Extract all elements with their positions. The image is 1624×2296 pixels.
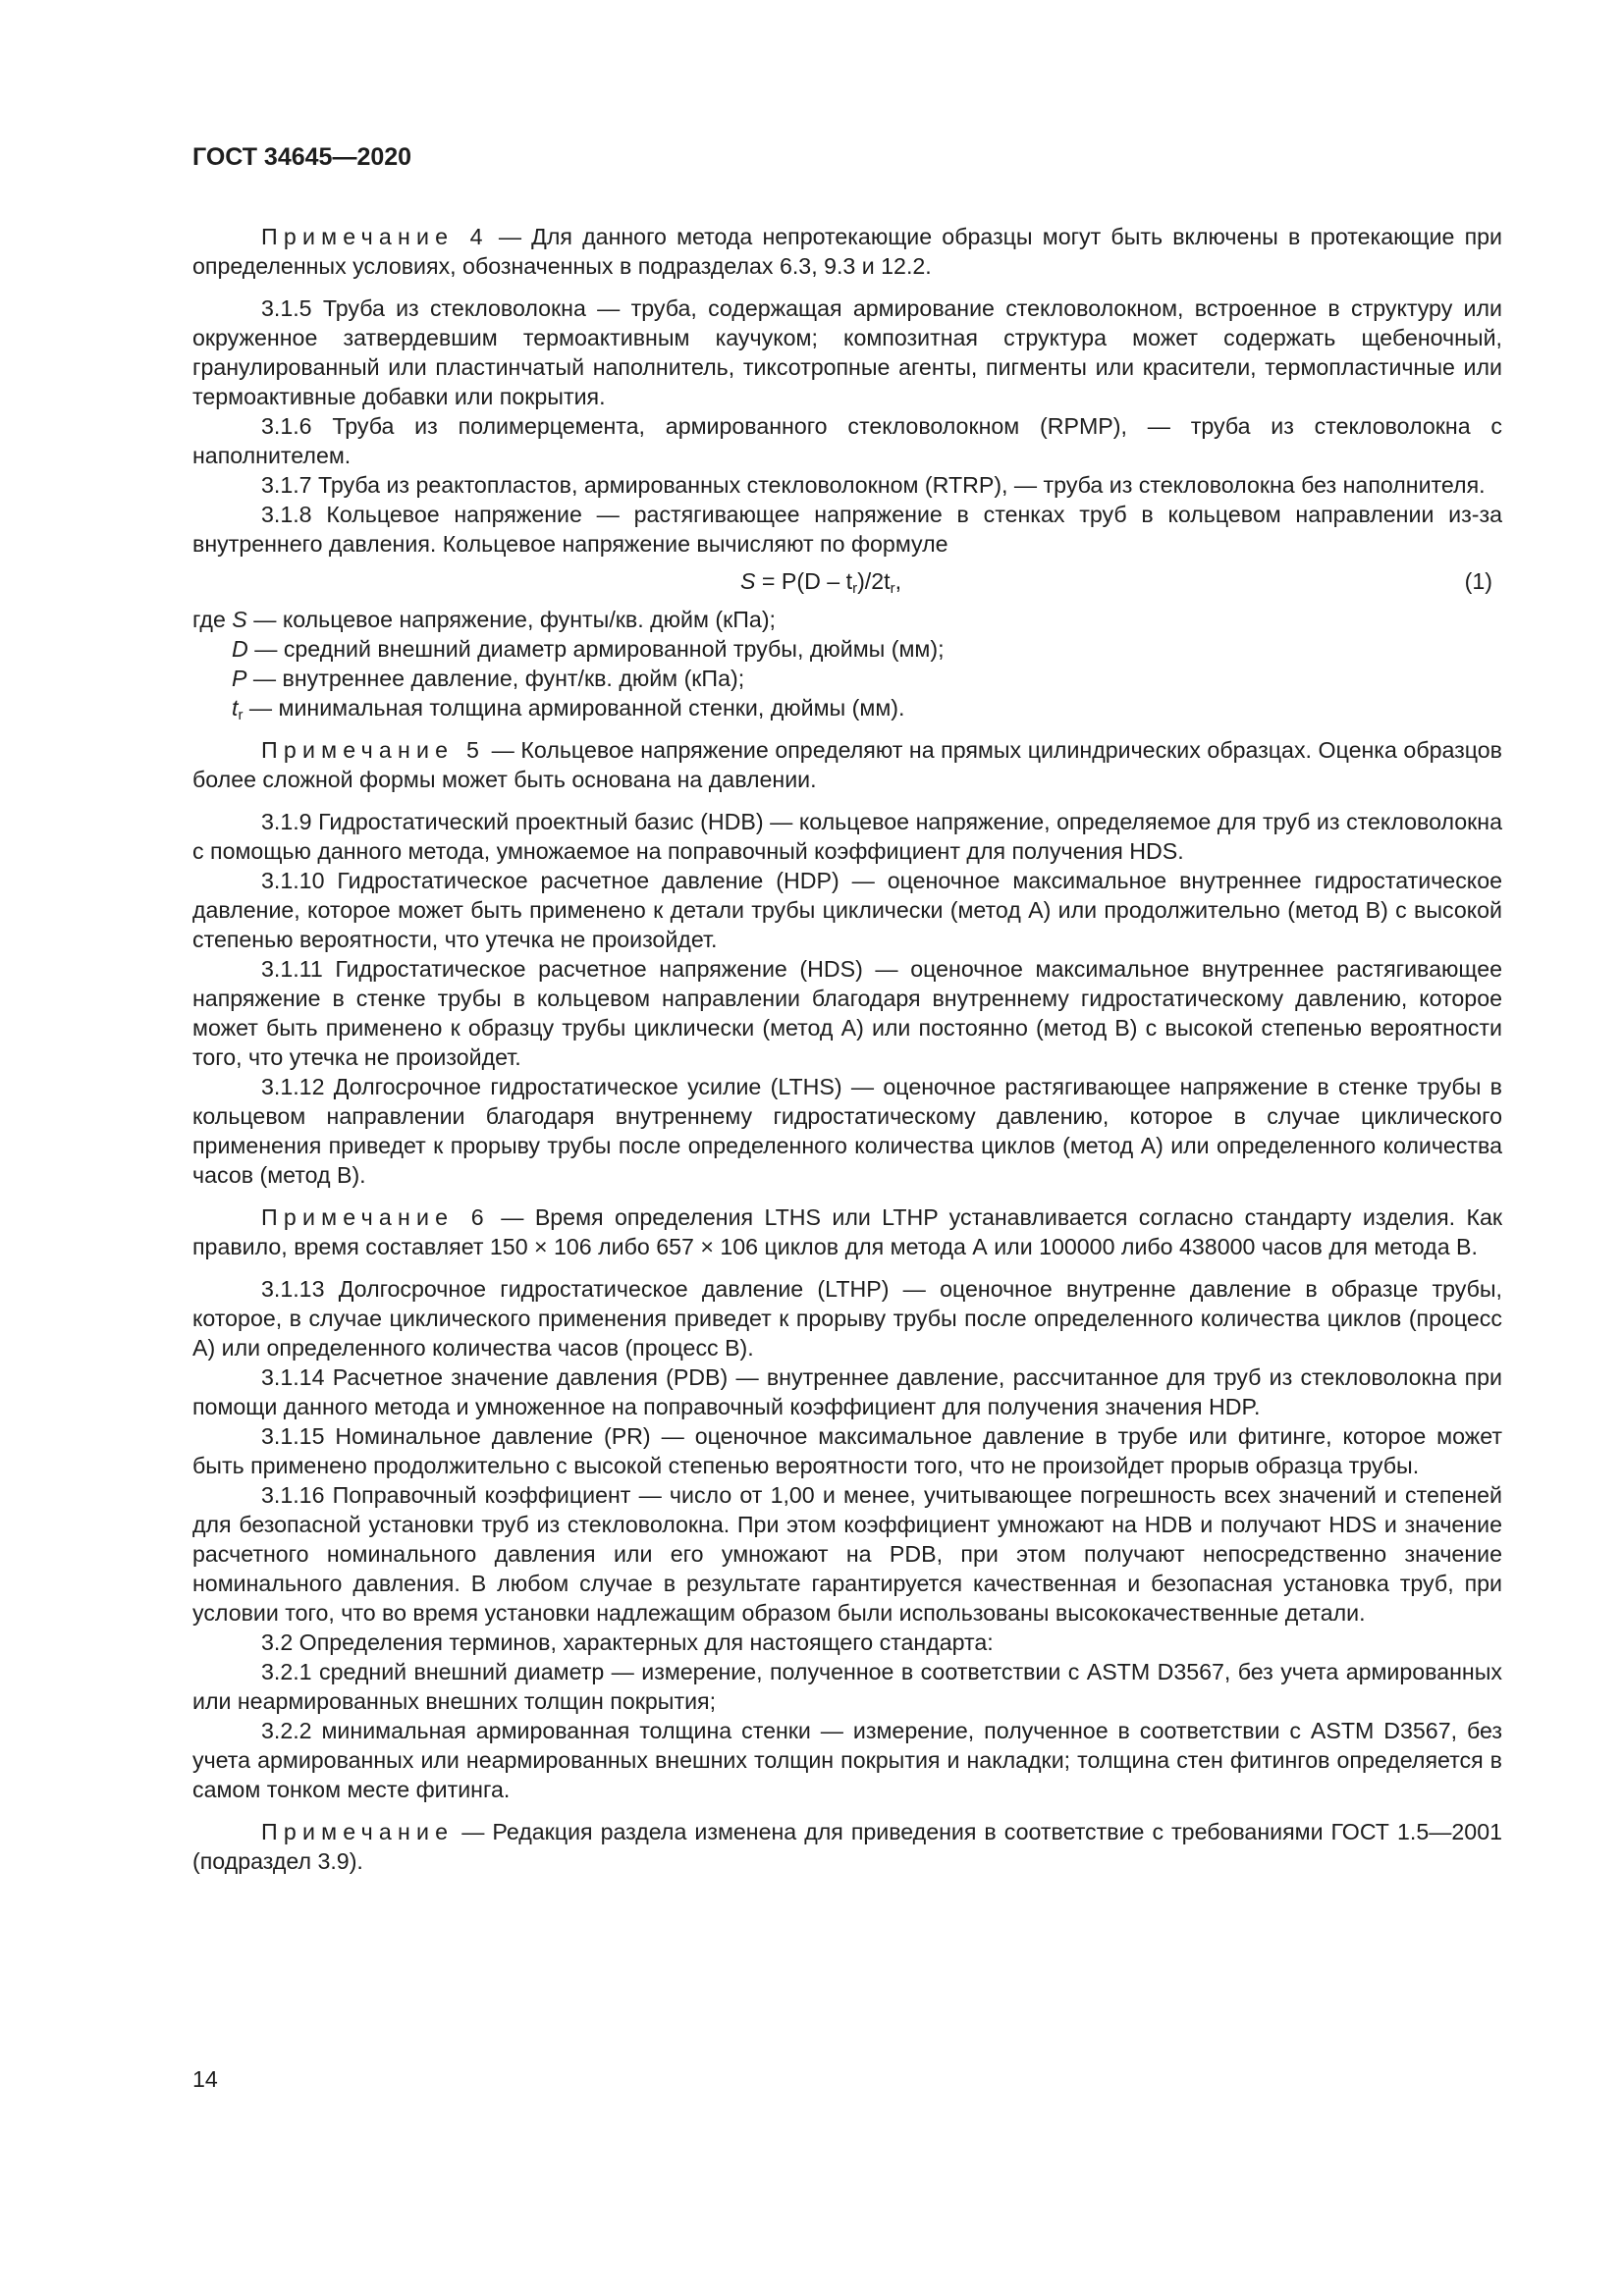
note-6 xyxy=(192,1202,1502,1261)
note-final xyxy=(192,1817,1502,1876)
para-3-1-8: 3.1.8 Кольцевое напряжение — растягивающее напряжение в стенках труб в кольцевом направлении из-за внутреннего давления. Кольцевое напряжение вычисляют по формуле xyxy=(192,502,1502,557)
para-3-2-2: 3.2.2 минимальная армированная толщина стенки — измерение, полученное в соответствии с ASTM D3567, без учета армированных или неармированных внешних толщин покрытия и накладки; толщина стен фитингов определяется в самом тонком месте фитинга. xyxy=(192,1718,1502,1802)
note-final-label: Примечание xyxy=(261,1819,455,1844)
formula-expression: $S = P(D - t_r)/2t_r$, xyxy=(740,568,902,597)
para-3-1-10: 3.1.10 Гидростатическое расчетное давление (HDP) — оценочное максимальное внутреннее гидростатическое давление, которое может быть применено к детали трубы циклически (метод А) или продолжительно (метод В) с высокой степенью вероятности, что утечка не произойдет. xyxy=(192,868,1502,952)
legend-t: $t_r$ — минимальная толщина армированной стенки, дюймы (мм). xyxy=(232,695,905,723)
legend-p: P — внутреннее давление, фунт/кв. дюйм (кПа); xyxy=(232,666,745,691)
legend-d: D — средний внешний диаметр армированной трубы, дюймы (мм); xyxy=(232,636,945,662)
note-final-text: — Редакция раздела изменена для приведения в соответствие с требованиями ГОСТ 1.5—2001 (подраздел 3.9). xyxy=(192,1819,1502,1874)
para-3-1-16: 3.1.16 Поправочный коэффициент — число от 1,00 и менее, учитывающее погрешность всех значений и степеней для безопасной установки труб из стекловолокна. При этом коэффициент умножают на HDB и получают HDS и значение расчетного номинального давления или его умножают на PDB, при этом получают непосредственно значение номинального давления. В любом случае в результате гарантируется качественная и безопасная установка труб, при условии того, что во время установки надлежащим образом были использованы высококачественные детали. xyxy=(192,1482,1502,1626)
note-6-text: — Время определения LTHS или LTHP устанавливается согласно стандарту изделия. Как правило, время составляет 150 × 106 либо 657 × 106 циклов для метода А или 100000 либо 438000 часов для метода В. xyxy=(192,1204,1503,1259)
para-3-1-11: 3.1.11 Гидростатическое расчетное напряжение (HDS) — оценочное максимальное внутреннее растягивающее напряжение в стенке трубы в кольцевом направлении благодаря внутреннему гидростатическому давлению, которое может быть применено к образцу трубы циклически (метод А) или постоянно (метод В) с высокой степенью вероятности того, что утечка не произойдет. xyxy=(192,956,1502,1070)
legend-s: где S — кольцевое напряжение, фунты/кв. дюйм (кПа); xyxy=(192,607,776,632)
document-page xyxy=(192,141,1502,1876)
note-5-text: — Кольцевое напряжение определяют на прямых цилиндрических образцах. Оценка образцов более сложной формы может быть основана на давлении. xyxy=(192,737,1503,792)
para-3-1-12: 3.1.12 Долгосрочное гидростатическое усилие (LTHS) — оценочное растягивающее напряжение в стенке трубы в кольцевом направлении благодаря внутреннему гидростатическому давлению, которое в случае циклического применения приведет к прорыву трубы после определенного количества циклов (метод А) или определенного количества часов (метод В). xyxy=(192,1074,1502,1188)
para-3-1-6: 3.1.6 Труба из полимерцемента, армированного стекловолокном (RPMP), — труба из стекловолокна с наполнителем. xyxy=(192,413,1502,468)
formula-number: (1) xyxy=(1464,568,1492,594)
note-4-text: — Для данного метода непротекающие образцы могут быть включены в протекающие при определенных условиях, обозначенных в подразделах 6.3, 9.3 и 12.2. xyxy=(192,224,1502,279)
para-3-1-13: 3.1.13 Долгосрочное гидростатическое давление (LTHP) — оценочное внутренне давление в образце трубы, которое, в случае циклического применения приведет к прорыву трубы после определенного количества циклов (процесс А) или определенного количества часов (процесс В). xyxy=(192,1276,1502,1361)
para-3-1-15: 3.1.15 Номинальное давление (PR) — оценочное максимальное давление в трубе или фитинге, которое может быть применено продолжительно с высокой степенью вероятности того, что не произойдет прорыв образца трубы. xyxy=(192,1423,1502,1478)
para-3-2: 3.2 Определения терминов, характерных для настоящего стандарта: xyxy=(261,1629,994,1655)
para-3-2-1: 3.2.1 средний внешний диаметр — измерение, полученное в соответствии с ASTM D3567, без учета армированных или неармированных внешних толщин покрытия; xyxy=(192,1659,1502,1714)
para-3-1-14: 3.1.14 Расчетное значение давления (PDB) — внутреннее давление, рассчитанное для труб из стекловолокна при помощи данного метода и умноженное на поправочный коэффициент для получения значения HDP. xyxy=(192,1364,1502,1419)
note-5-label: Примечание 5 xyxy=(261,737,486,763)
note-6-label: Примечание 6 xyxy=(261,1204,490,1230)
note-4 xyxy=(192,222,1502,281)
para-3-1-7: 3.1.7 Труба из реактопластов, армированных стекловолокном (RTRP), — труба из стекловолокна без наполнителя. xyxy=(261,472,1486,498)
note-4-label: Примечание 4 xyxy=(261,224,489,249)
para-3-1-5: 3.1.5 Труба из стекловолокна — труба, содержащая армирование стекловолокном, встроенное в структуру или окруженное затвердевшим термоактивным каучуком; композитная структура может содержать щебеночный, гранулированный или пластинчатый наполнитель, тиксотропные агенты, пигменты или красители, термопластичные или термоактивные добавки или покрытия. xyxy=(192,295,1502,409)
formula-legend xyxy=(192,605,1502,722)
formula-1 xyxy=(192,566,1502,596)
para-3-1-9: 3.1.9 Гидростатический проектный базис (HDB) — кольцевое напряжение, определяемое для труб из стекловолокна с помощью данного метода, умножаемое на поправочный коэффициент для получения HDS. xyxy=(192,809,1502,864)
note-5 xyxy=(192,735,1502,794)
document-header: ГОСТ 34645—2020 xyxy=(192,143,412,171)
page-number: 14 xyxy=(192,2066,218,2092)
